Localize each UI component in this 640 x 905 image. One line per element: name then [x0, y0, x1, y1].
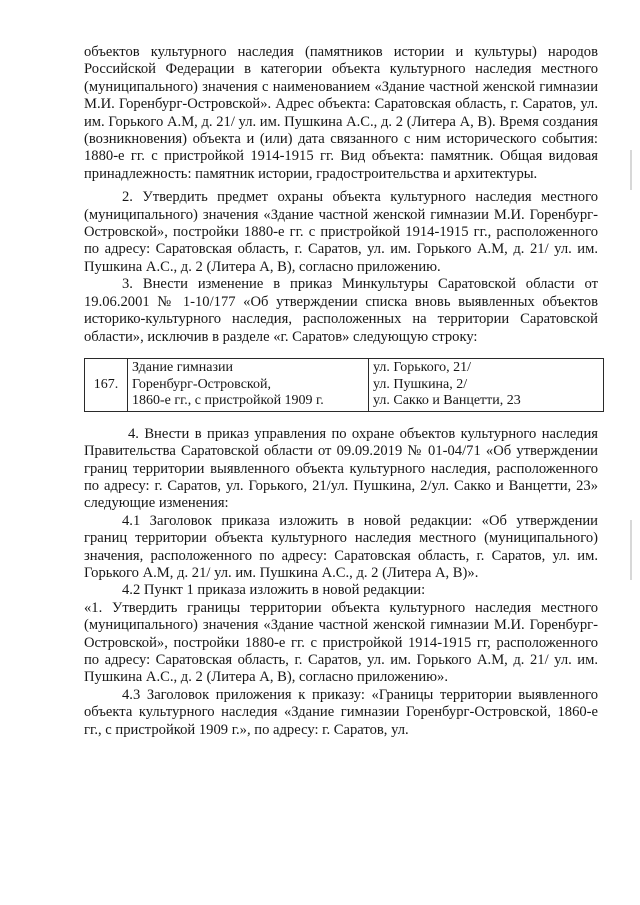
object-name-cell [128, 358, 369, 411]
paragraph-1-continuation: объектов культурного наследия (памятников истории и культуры) народов Российской Федерации в категории объекта культурного наследия местного (муниципального) значения с наименованием «Здание частной женской гимназии М.И. Горенбург-Островской». Адрес объекта: Саратовская область, г. Саратов, ул. им. Горького А.М, д. 21/ ул. им. Пушкина А.С., д. 2 (Литера А, В). Время создания (возникновения) объекта и (или) дата связанного с ним исторического события: 1880-е гг. с пристройкой 1914-1915 гг. Вид объекта: памятник. Общая видовая принадлежность: памятник истории, градостроительства и архитектуры. [84, 44, 598, 182]
object-name-line: 1860-е гг., с пристройкой 1909 г. [132, 393, 324, 409]
address-line: ул. Пушкина, 2/ [373, 376, 468, 392]
row-number: 167. [85, 358, 128, 411]
paragraph-4-2: 4.2 Пункт 1 приказа изложить в новой редакции: [122, 582, 426, 599]
document-body [84, 44, 598, 739]
table-row [85, 358, 604, 411]
scan-edge-mark [630, 520, 632, 580]
address-line: ул. Горького, 21/ [373, 359, 471, 375]
object-address-cell [369, 358, 604, 411]
paragraph-4-3: 4.3 Заголовок приложения к приказу: «Границы территории выявленного объекта культурного наследия «Здание гимназии Горенбург-Островской, 1860-е гг., с пристройкой 1909 г.», по адресу: г. Саратов, ул. [84, 686, 598, 738]
scan-edge-mark [630, 150, 632, 190]
paragraph-2: 2. Утвердить предмет охраны объекта культурного наследия местного (муниципального) значения «Здание частной женской гимназии М.И. Горенбург-Островской», постройки 1880-е гг. с пристройкой 1914-1915 гг., расположенного по адресу: Саратовская область, г. Саратов, ул. им. Горького А.М, д. 21/ ул. им. Пушкина А.С., д. 2 (Литера А, В), согласно приложению. [84, 189, 598, 275]
paragraph-4-1: 4.1 Заголовок приказа изложить в новой редакции: «Об утверждении границ территории объекта культурного наследия местного (муниципального) значения, расположенного по адресу: Саратовская область, г. Саратов, ул. им. Горького А.М, д. 21/ ул. им. Пушкина А.С., д. 2 (Литера А, В)». [84, 512, 598, 581]
object-name-line: Горенбург-Островской, [132, 376, 272, 392]
paragraph-4: 4. Внести в приказ управления по охране объектов культурного наследия Правительства Саратовской области от 09.09.2019 № 01-04/71 «Об утверждении границ территории выявленного объекта культурного наследия, расположенного по адресу: г. Саратов, ул. Горького, 21/ул. Пушкина, 2/ул. Сакко и Ванцетти, 23» следующие изменения: [84, 425, 598, 512]
object-name-line: Здание гимназии [132, 359, 234, 375]
address-line: ул. Сакко и Ванцетти, 23 [373, 393, 521, 409]
excluded-row-table [84, 358, 604, 412]
paragraph-3: 3. Внести изменение в приказ Минкультуры Саратовской области от 19.06.2001 № 1-10/177 «Об утверждении списка вновь выявленных объектов историко-культурного наследия, расположенных на территории Саратовской области», исключив в разделе «г. Саратов» следующую строку: [84, 276, 598, 345]
paragraph-4-2-quote: «1. Утвердить границы территории объекта культурного наследия местного (муниципального) значения «Здание частной женской гимназии М.И. Горенбург-Островской», постройки 1880-е гг. с пристройкой 1914-1915 гг, расположенного по адресу: Саратовская область, г. Саратов, ул. им. Горького А.М, д. 21/ ул. им. Пушкина А.С., д. 2 (Литера А, В), согласно приложению». [84, 599, 598, 686]
